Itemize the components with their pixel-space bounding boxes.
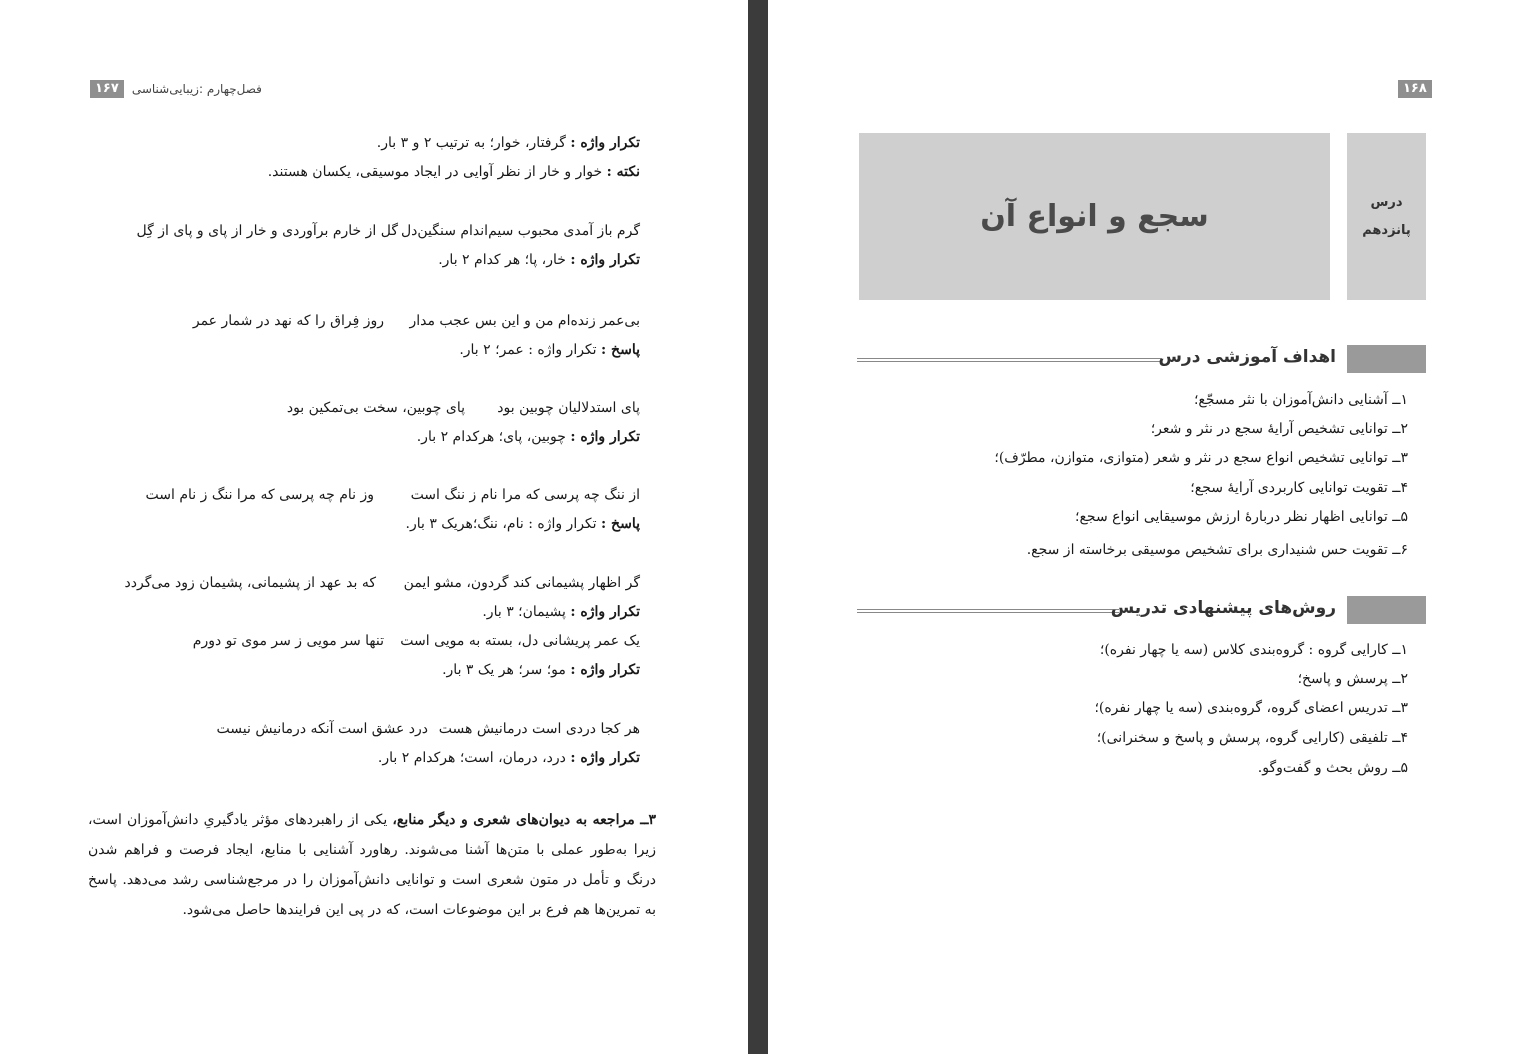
verse-first: یک عمر پریشانی دل، بسته به مویی است <box>400 633 640 649</box>
verse-second: وز نام چه پرسی که مرا ننگ ز نام است <box>145 487 374 503</box>
verse-second: تنها سر مویی ز سر موی تو دورم <box>192 633 384 649</box>
heading-block <box>1347 345 1426 373</box>
lesson-number: پانزدهم <box>1362 222 1411 238</box>
list-item: ۵ــ روش بحث و گفت‌وگو. <box>1257 760 1408 776</box>
heading-rule <box>857 609 1119 613</box>
list-item: ۱ــ کارایی گروه : گروه‌بندی کلاس (سه یا چهار نفره)؛ <box>1099 642 1408 658</box>
text-line: پاسخ : تکرار واژه : نام، ننگ؛هریک ۳ بار. <box>405 516 640 532</box>
verse-second: که بد عهد از پشیمانی، پشیمان زود می‌گردد <box>124 575 376 591</box>
list-item: ۱ــ آشنایی دانش‌آموزان با نثر مسجّع؛ <box>1193 392 1408 408</box>
text-line: تکرار واژه : مو؛ سر؛ هر یک ۳ بار. <box>442 662 640 678</box>
verse-first: هر کجا دردی است درمانیش هست <box>438 721 640 737</box>
text-line: تکرار واژه : پشیمان؛ ۳ بار. <box>482 604 640 620</box>
text-line: تکرار واژه : گرفتار، خوار؛ به ترتیب ۲ و ۳ بار. <box>376 135 640 151</box>
chapter-title: فصل‌چهارم :زیبایی‌شناسی <box>131 82 262 96</box>
text-line: نکته : خوار و خار از نظر آوایی در ایجاد موسیقی، یکسان هستند. <box>267 164 640 180</box>
paragraph: ۳ــ مراجعه به دیوان‌های شعری و دیگر منابع، یکی از راهبردهای مؤثر یادگیریِ دانش‌آموزان است، زیرا به‌طور عملی با متن‌ها آشنا می‌شوند. رهاورد آشنایی با منابع، ایجاد فرصت و فراهم شدن درنگ و تأمل در متون شعری است و توانایی دانش‌آموزان را در مرجع‌شناسی رشد می‌دهد. پاسخ به تمرین‌ها هم فرع بر این موضوعات است، که در پی این فرایندها حاصل می‌شود. <box>88 812 656 918</box>
verse-first: پای استدلالیان چوبین بود <box>497 400 640 416</box>
section-title: اهداف آموزشی درس <box>1158 347 1336 367</box>
lesson-title: سجع و انواع آن <box>980 199 1209 234</box>
page-number: ۱۶۸ <box>1398 80 1432 98</box>
heading-rule <box>857 358 1162 362</box>
lesson-title-box <box>859 133 1330 300</box>
section-heading-objectives <box>857 345 1426 373</box>
verse-second: پای چوبین، سخت بی‌تمکین بود <box>286 400 465 416</box>
list-item: ۳ــ تدریس اعضای گروه، گروه‌بندی (سه یا چهار نفره)؛ <box>1094 700 1408 716</box>
heading-block <box>1347 596 1426 624</box>
text-line: تکرار واژه : چوبین، پای؛ هرکدام ۲ بار. <box>416 429 640 445</box>
text-line: تکرار واژه : درد، درمان، است؛ هرکدام ۲ بار. <box>377 750 640 766</box>
verse-first: بی‌عمر زنده‌ام من و این بس عجب مدار <box>409 313 640 329</box>
verse-second: درد عشق است آنکه درمانیش نیست <box>216 721 428 737</box>
verse-second: گل از خارم برآوردی و خار از پای و پای از گِل <box>136 223 398 239</box>
list-item: ۶ــ تقویت حس شنیداری برای تشخیص موسیقی برخاسته از سجع. <box>1026 542 1408 558</box>
lesson-label: درس <box>1370 194 1403 210</box>
page-header <box>90 80 262 98</box>
verse-second: روز فِراق را که نهد در شمار عمر <box>192 313 384 329</box>
verse-first: از ننگ چه پرسی که مرا نام ز ننگ است <box>410 487 640 503</box>
book-spine <box>748 0 768 1054</box>
list-item: ۴ــ تقویت توانایی کاربردی آرایهٔ سجع؛ <box>1190 480 1408 496</box>
list-item: ۲ــ توانایی تشخیص آرایهٔ سجع در نثر و شعر؛ <box>1150 421 1408 437</box>
section-title: روش‌های پیشنهادی تدریس <box>1110 598 1336 618</box>
list-item: ۴ــ تلفیقی (کارایی گروه، پرسش و پاسخ و سخنرانی)؛ <box>1096 730 1408 746</box>
list-item: ۲ــ پرسش و پاسخ؛ <box>1297 671 1408 687</box>
verse-first: گرم باز آمدی محبوب سیم‌اندام سنگین‌دل <box>400 223 640 239</box>
text-line: پاسخ : تکرار واژه : عمر؛ ۲ بار. <box>459 342 640 358</box>
list-item: ۵ــ توانایی اظهار نظر دربارهٔ ارزش موسیقایی انواع سجع؛ <box>1075 509 1408 525</box>
list-item: ۳ــ توانایی تشخیص انواع سجع در نثر و شعر (متوازی، متوازن، مطرّف)؛ <box>994 450 1408 466</box>
right-page <box>768 0 1516 1054</box>
verse-first: گر اظهار پشیمانی کند گردون، مشو ایمن <box>403 575 640 591</box>
left-page <box>0 0 748 1054</box>
lesson-number-box <box>1347 133 1426 300</box>
text-line: تکرار واژه : خار، پا؛ هر کدام ۲ بار. <box>438 252 640 268</box>
section-heading-methods <box>857 596 1426 624</box>
page-number: ۱۶۷ <box>90 80 124 98</box>
